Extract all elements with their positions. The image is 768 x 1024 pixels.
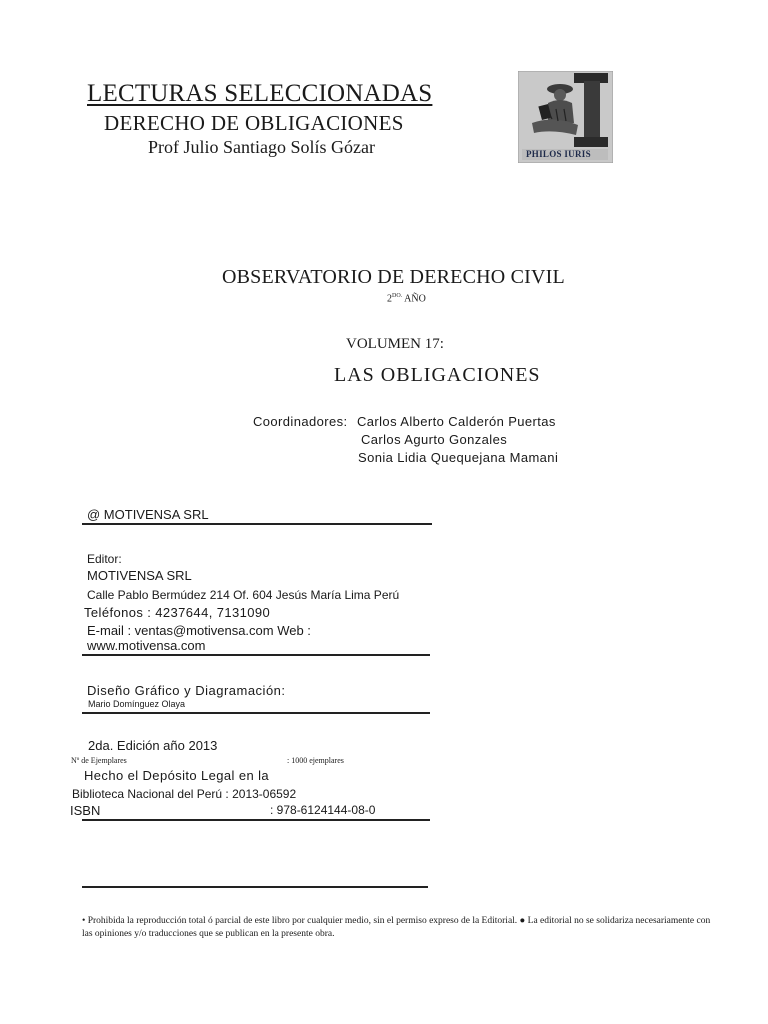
volume-topic: LAS OBLIGACIONES (334, 364, 541, 386)
observatory-title: OBSERVATORIO DE DERECHO CIVIL (222, 266, 565, 288)
legal-deposit-line2: Biblioteca Nacional del Perú : 2013-06592 (72, 787, 297, 801)
editor-label: Editor: (87, 552, 122, 566)
book-subject-title: DERECHO DE OBLIGACIONES (104, 111, 404, 135)
editor-address: Calle Pablo Bermúdez 214 Of. 604 Jesús María Lima Perú (87, 588, 400, 602)
divider-line (82, 523, 432, 525)
year-number: 2 (387, 293, 392, 305)
coordinators-label: Coordinadores: (253, 414, 348, 429)
year-word: AÑO (404, 293, 426, 305)
editor-email: E-mail : ventas@motivensa.com Web : (87, 623, 311, 638)
logo-text: PHILOS IURIS (526, 149, 591, 159)
legal-deposit-line1: Hecho el Depósito Legal en la (84, 768, 270, 783)
coordinator-name: Sonia Lidia Quequejana Mamani (358, 450, 559, 465)
philos-iuris-logo (518, 71, 613, 163)
divider-line (82, 712, 430, 714)
design-label: Diseño Gráfico y Diagramación: (87, 683, 286, 698)
coordinator-name: Carlos Agurto Gonzales (361, 432, 508, 447)
volume-number: VOLUMEN 17: (346, 336, 444, 352)
academic-year (387, 293, 426, 304)
copyright-holder: @ MOTIVENSA SRL (87, 507, 209, 522)
professor-name: Prof Julio Santiago Solís Gózar (148, 137, 375, 157)
book-series-title: LECTURAS SELECCIONADAS (87, 80, 433, 107)
edition-info: 2da. Edición año 2013 (88, 738, 218, 753)
editor-name: MOTIVENSA SRL (87, 568, 192, 583)
isbn-value: : 978-6124144-08-0 (270, 803, 376, 817)
copyright-notice: • Prohibida la reproducción total ó parcial de este libro por cualquier medio, sin el permiso expreso de la Editorial. ● La editorial no se solidariza necesariamente con las opiniones y/o traducciones que se publican en la presente obra. (82, 916, 711, 939)
isbn-label: ISBN (70, 803, 101, 818)
divider-line (82, 819, 430, 821)
editor-phones: Teléfonos : 4237644, 7131090 (84, 605, 271, 620)
editor-website: www.motivensa.com (87, 638, 206, 653)
divider-line (82, 654, 430, 656)
year-superscript: DO. (392, 293, 403, 299)
coordinator-name: Carlos Alberto Calderón Puertas (357, 414, 556, 429)
divider-line (82, 886, 428, 888)
copies-label: Nº de Ejemplares (71, 756, 127, 765)
copies-value: : 1000 ejemplares (287, 756, 344, 765)
designer-name: Mario Domínguez Olaya (88, 699, 186, 709)
